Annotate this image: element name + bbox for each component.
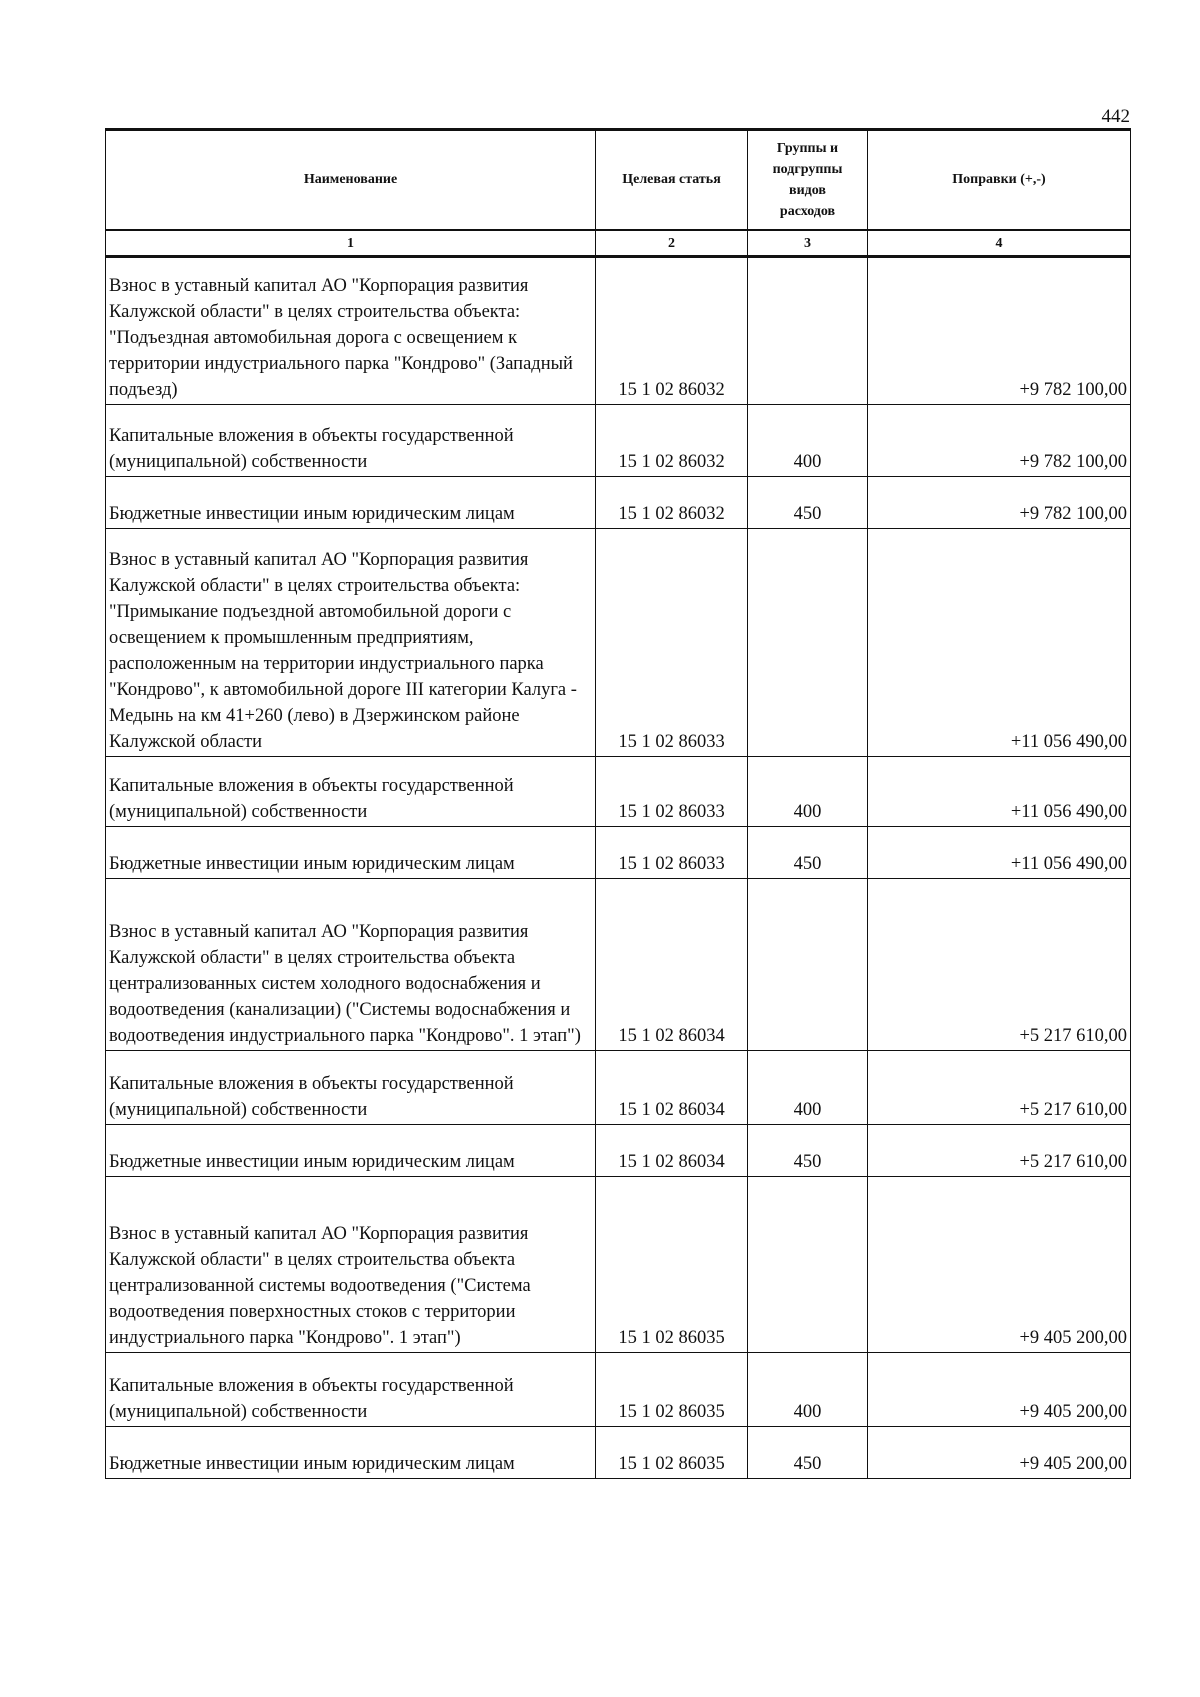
table-row [106,256,1131,404]
row-amendment-amount: +9 782 100,00 [868,256,1131,404]
row-amendment-amount: +9 782 100,00 [868,404,1131,476]
row-target-code: 15 1 02 86035 [596,1176,748,1352]
table-row [106,404,1131,476]
row-amendment-amount: +5 217 610,00 [868,1050,1131,1124]
row-target-code: 15 1 02 86035 [596,1426,748,1478]
column-number: 2 [596,230,748,257]
row-amendment-amount: +11 056 490,00 [868,528,1131,756]
row-name: Бюджетные инвестиции иным юридическим лицам [106,1124,596,1176]
row-target-code: 15 1 02 86032 [596,476,748,528]
table-row [106,528,1131,756]
row-name: Капитальные вложения в объекты государственной (муниципальной) собственности [106,1050,596,1124]
row-name: Капитальные вложения в объекты государственной (муниципальной) собственности [106,756,596,826]
row-target-code: 15 1 02 86033 [596,756,748,826]
page-number: 442 [1101,106,1130,127]
row-expense-group: 400 [748,756,868,826]
row-expense-group [748,528,868,756]
table-row [106,476,1131,528]
row-amendment-amount: +9 405 200,00 [868,1426,1131,1478]
row-expense-group: 400 [748,404,868,476]
table-body [106,256,1131,1478]
row-expense-group: 400 [748,1352,868,1426]
row-expense-group [748,256,868,404]
row-target-code: 15 1 02 86034 [596,878,748,1050]
budget-amendments-table [105,128,1131,1479]
header-amendments: Поправки (+,-) [868,130,1131,230]
row-name: Капитальные вложения в объекты государственной (муниципальной) собственности [106,1352,596,1426]
row-target-code: 15 1 02 86035 [596,1352,748,1426]
column-number: 4 [868,230,1131,257]
table-row [106,756,1131,826]
row-expense-group: 450 [748,1426,868,1478]
row-name: Взнос в уставный капитал АО "Корпорация развития Калужской области" в целях строительства объекта: "Подъездная автомобильная дорога с освещением к территории индустриального парка "Кондрово" (Западный подъезд) [106,256,596,404]
row-name: Бюджетные инвестиции иным юридическим лицам [106,1426,596,1478]
row-amendment-amount: +9 782 100,00 [868,476,1131,528]
header-target: Целевая статья [596,130,748,230]
table-header-row [106,130,1131,230]
table-row [106,1124,1131,1176]
table-row [106,826,1131,878]
row-name: Взнос в уставный капитал АО "Корпорация развития Калужской области" в целях строительства объекта централизованных систем холодного водоснабжения и водоотведения (канализации) ("Системы водоснабжения и водоотведения индустриального парка "Кондрово". 1 этап") [106,878,596,1050]
row-expense-group [748,1176,868,1352]
row-amendment-amount: +11 056 490,00 [868,826,1131,878]
row-target-code: 15 1 02 86033 [596,528,748,756]
header-groups: Группы и подгруппы видов расходов [748,130,868,230]
row-target-code: 15 1 02 86033 [596,826,748,878]
table-row [106,878,1131,1050]
row-name: Капитальные вложения в объекты государственной (муниципальной) собственности [106,404,596,476]
row-expense-group: 450 [748,476,868,528]
row-expense-group: 400 [748,1050,868,1124]
row-amendment-amount: +5 217 610,00 [868,1124,1131,1176]
header-name: Наименование [106,130,596,230]
column-number-row [106,230,1131,257]
row-name: Бюджетные инвестиции иным юридическим лицам [106,826,596,878]
row-expense-group: 450 [748,1124,868,1176]
row-amendment-amount: +9 405 200,00 [868,1352,1131,1426]
row-target-code: 15 1 02 86032 [596,404,748,476]
table-row [106,1176,1131,1352]
column-number: 3 [748,230,868,257]
row-amendment-amount: +5 217 610,00 [868,878,1131,1050]
table-row [106,1426,1131,1478]
row-amendment-amount: +11 056 490,00 [868,756,1131,826]
table-row [106,1352,1131,1426]
row-expense-group [748,878,868,1050]
row-target-code: 15 1 02 86034 [596,1050,748,1124]
row-name: Взнос в уставный капитал АО "Корпорация развития Калужской области" в целях строительства объекта: "Примыкание подъездной автомобильной дороги с освещением к промышленным предприятиям, расположенным на территории индустриального парка "Кондрово", к автомобильной дороге III категории Калуга - Медынь на км 41+260 (лево) в Дзержинском районе Калужской области [106,528,596,756]
row-amendment-amount: +9 405 200,00 [868,1176,1131,1352]
row-target-code: 15 1 02 86032 [596,256,748,404]
row-target-code: 15 1 02 86034 [596,1124,748,1176]
row-expense-group: 450 [748,826,868,878]
row-name: Бюджетные инвестиции иным юридическим лицам [106,476,596,528]
column-number: 1 [106,230,596,257]
table-row [106,1050,1131,1124]
row-name: Взнос в уставный капитал АО "Корпорация развития Калужской области" в целях строительства объекта централизованной системы водоотведения ("Система водоотведения поверхностных стоков с территории индустриального парка "Кондрово". 1 этап") [106,1176,596,1352]
